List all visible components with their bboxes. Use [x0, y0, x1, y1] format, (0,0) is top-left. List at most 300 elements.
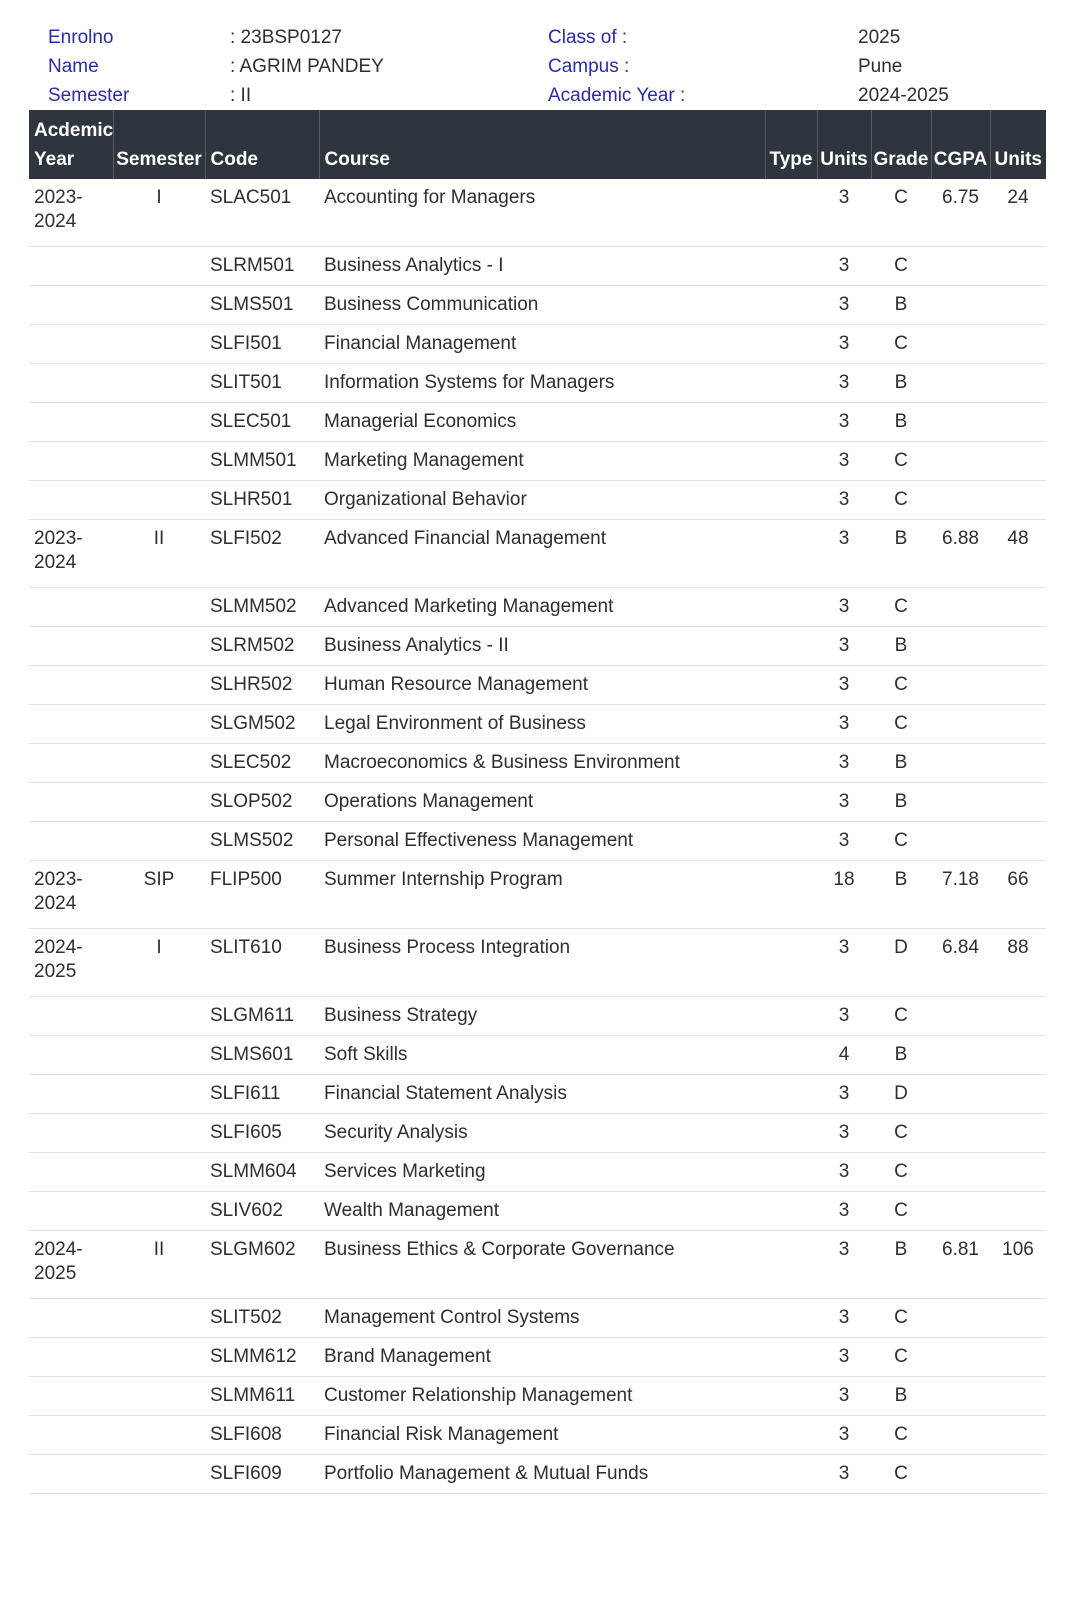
- cell-course: Advanced Marketing Management: [319, 588, 765, 627]
- class-of-value: 2025: [858, 27, 901, 48]
- header-units: Units: [817, 110, 871, 179]
- cell-units: 3: [817, 1455, 871, 1494]
- cell-academic-year: 2023-2024: [29, 861, 113, 929]
- cell-type: [765, 861, 817, 929]
- cell-semester: SIP: [113, 861, 205, 929]
- cell-type: [765, 1455, 817, 1494]
- cell-type: [765, 403, 817, 442]
- cell-type: [765, 1231, 817, 1299]
- cell-code: SLHR501: [205, 481, 319, 520]
- cell-units: 3: [817, 1231, 871, 1299]
- table-row: [29, 744, 1046, 783]
- cell-units: 3: [817, 627, 871, 666]
- table-row: [29, 929, 1046, 997]
- cell-code: SLFI605: [205, 1114, 319, 1153]
- cell-code: SLGM602: [205, 1231, 319, 1299]
- cell-type: [765, 666, 817, 705]
- cell-academic-year: [29, 442, 113, 481]
- cell-total-units: [990, 1455, 1046, 1494]
- cell-academic-year: [29, 997, 113, 1036]
- table-row: [29, 588, 1046, 627]
- cell-academic-year: [29, 1075, 113, 1114]
- cell-type: [765, 822, 817, 861]
- table-row: [29, 627, 1046, 666]
- cell-total-units: [990, 286, 1046, 325]
- table-row: [29, 1299, 1046, 1338]
- cell-semester: [113, 1377, 205, 1416]
- cell-course: Advanced Financial Management: [319, 520, 765, 588]
- cell-grade: B: [871, 520, 931, 588]
- cell-semester: [113, 627, 205, 666]
- enrolno-value: : 23BSP0127: [230, 27, 342, 48]
- cell-code: SLOP502: [205, 783, 319, 822]
- cell-semester: [113, 1192, 205, 1231]
- cell-type: [765, 783, 817, 822]
- grades-table: [29, 110, 1046, 1494]
- name-label: Name: [48, 56, 99, 77]
- cell-cgpa: 6.88: [931, 520, 990, 588]
- cell-grade: B: [871, 627, 931, 666]
- cell-course: Business Communication: [319, 286, 765, 325]
- cell-academic-year: [29, 783, 113, 822]
- cell-course: Operations Management: [319, 783, 765, 822]
- cell-academic-year: [29, 364, 113, 403]
- cell-total-units: [990, 1377, 1046, 1416]
- cell-semester: [113, 588, 205, 627]
- cell-grade: C: [871, 325, 931, 364]
- cell-code: SLIT501: [205, 364, 319, 403]
- cell-cgpa: [931, 666, 990, 705]
- cell-type: [765, 1338, 817, 1377]
- cell-total-units: [990, 1036, 1046, 1075]
- cell-semester: [113, 705, 205, 744]
- cell-cgpa: [931, 1114, 990, 1153]
- cell-academic-year: 2024-2025: [29, 1231, 113, 1299]
- cell-units: 3: [817, 247, 871, 286]
- cell-course: Brand Management: [319, 1338, 765, 1377]
- cell-code: SLMM612: [205, 1338, 319, 1377]
- cell-course: Macroeconomics & Business Environment: [319, 744, 765, 783]
- cell-cgpa: [931, 744, 990, 783]
- cell-academic-year: [29, 627, 113, 666]
- cell-code: SLHR502: [205, 666, 319, 705]
- cell-total-units: [990, 364, 1046, 403]
- cell-cgpa: [931, 1036, 990, 1075]
- table-row: [29, 179, 1046, 247]
- table-row: [29, 286, 1046, 325]
- table-row: [29, 1153, 1046, 1192]
- cell-grade: B: [871, 1377, 931, 1416]
- cell-cgpa: 7.18: [931, 861, 990, 929]
- cell-code: SLRM501: [205, 247, 319, 286]
- cell-total-units: [990, 744, 1046, 783]
- cell-type: [765, 588, 817, 627]
- table-row: [29, 1377, 1046, 1416]
- cell-grade: B: [871, 364, 931, 403]
- cell-type: [765, 744, 817, 783]
- cell-units: 3: [817, 179, 871, 247]
- cell-grade: B: [871, 403, 931, 442]
- cell-code: SLMM501: [205, 442, 319, 481]
- cell-total-units: [990, 1192, 1046, 1231]
- cell-units: 3: [817, 588, 871, 627]
- header-type: Type: [765, 110, 817, 179]
- cell-units: 3: [817, 325, 871, 364]
- cell-course: Financial Management: [319, 325, 765, 364]
- cell-total-units: 66: [990, 861, 1046, 929]
- cell-units: 3: [817, 1075, 871, 1114]
- cell-units: 3: [817, 997, 871, 1036]
- cell-course: Business Ethics & Corporate Governance: [319, 1231, 765, 1299]
- cell-cgpa: [931, 325, 990, 364]
- table-header-row: [29, 110, 1046, 179]
- cell-semester: [113, 1153, 205, 1192]
- cell-total-units: [990, 997, 1046, 1036]
- cell-code: SLRM502: [205, 627, 319, 666]
- cell-cgpa: [931, 1153, 990, 1192]
- student-info-header: [0, 0, 1088, 110]
- cell-grade: C: [871, 179, 931, 247]
- cell-semester: [113, 325, 205, 364]
- cell-academic-year: [29, 1416, 113, 1455]
- cell-type: [765, 705, 817, 744]
- cell-code: SLAC501: [205, 179, 319, 247]
- table-row: [29, 1231, 1046, 1299]
- cell-academic-year: [29, 1153, 113, 1192]
- cell-grade: B: [871, 286, 931, 325]
- cell-course: Accounting for Managers: [319, 179, 765, 247]
- cell-course: Services Marketing: [319, 1153, 765, 1192]
- cell-units: 3: [817, 705, 871, 744]
- cell-course: Business Analytics - II: [319, 627, 765, 666]
- cell-cgpa: [931, 481, 990, 520]
- cell-grade: C: [871, 588, 931, 627]
- campus-label: Campus :: [548, 56, 630, 77]
- cell-grade: C: [871, 1338, 931, 1377]
- cell-grade: C: [871, 1114, 931, 1153]
- cell-semester: [113, 364, 205, 403]
- table-row: [29, 1338, 1046, 1377]
- cell-type: [765, 247, 817, 286]
- cell-total-units: 106: [990, 1231, 1046, 1299]
- cell-type: [765, 520, 817, 588]
- cell-academic-year: [29, 1299, 113, 1338]
- cell-units: 3: [817, 481, 871, 520]
- cell-course: Human Resource Management: [319, 666, 765, 705]
- cell-type: [765, 1153, 817, 1192]
- cell-code: SLIT610: [205, 929, 319, 997]
- cell-units: 3: [817, 929, 871, 997]
- cell-units: 3: [817, 1338, 871, 1377]
- cell-academic-year: [29, 1455, 113, 1494]
- header-grade: Grade: [871, 110, 931, 179]
- table-row: [29, 364, 1046, 403]
- cell-cgpa: [931, 997, 990, 1036]
- enrolno-label: Enrolno: [48, 27, 114, 48]
- cell-units: 3: [817, 364, 871, 403]
- cell-semester: [113, 1338, 205, 1377]
- cell-units: 3: [817, 822, 871, 861]
- cell-grade: C: [871, 442, 931, 481]
- cell-type: [765, 364, 817, 403]
- cell-code: SLFI608: [205, 1416, 319, 1455]
- cell-semester: [113, 1455, 205, 1494]
- cell-cgpa: [931, 822, 990, 861]
- cell-cgpa: [931, 1455, 990, 1494]
- cell-grade: D: [871, 929, 931, 997]
- cell-type: [765, 1416, 817, 1455]
- cell-grade: C: [871, 1455, 931, 1494]
- semester-label: Semester: [48, 85, 130, 106]
- cell-grade: C: [871, 1416, 931, 1455]
- cell-grade: B: [871, 1036, 931, 1075]
- table-row: [29, 247, 1046, 286]
- table-row: [29, 783, 1046, 822]
- academic-year-value: 2024-2025: [858, 85, 949, 106]
- cell-academic-year: [29, 1114, 113, 1153]
- cell-academic-year: [29, 247, 113, 286]
- table-row: [29, 481, 1046, 520]
- cell-code: SLEC501: [205, 403, 319, 442]
- cell-course: Business Process Integration: [319, 929, 765, 997]
- cell-academic-year: [29, 325, 113, 364]
- cell-units: 3: [817, 1299, 871, 1338]
- cell-academic-year: [29, 1338, 113, 1377]
- cell-type: [765, 1114, 817, 1153]
- cell-grade: C: [871, 822, 931, 861]
- academic-year-label: Academic Year :: [548, 85, 686, 106]
- cell-total-units: [990, 627, 1046, 666]
- table-row: [29, 997, 1046, 1036]
- cell-cgpa: 6.75: [931, 179, 990, 247]
- cell-total-units: [990, 705, 1046, 744]
- header-code: Code: [205, 110, 319, 179]
- cell-course: Soft Skills: [319, 1036, 765, 1075]
- cell-code: SLMS501: [205, 286, 319, 325]
- cell-semester: II: [113, 520, 205, 588]
- cell-course: Organizational Behavior: [319, 481, 765, 520]
- cell-course: Portfolio Management & Mutual Funds: [319, 1455, 765, 1494]
- cell-academic-year: [29, 822, 113, 861]
- cell-academic-year: 2023-2024: [29, 179, 113, 247]
- cell-course: Information Systems for Managers: [319, 364, 765, 403]
- cell-grade: C: [871, 705, 931, 744]
- cell-type: [765, 179, 817, 247]
- cell-academic-year: [29, 588, 113, 627]
- cell-course: Financial Statement Analysis: [319, 1075, 765, 1114]
- cell-type: [765, 1075, 817, 1114]
- cell-grade: C: [871, 247, 931, 286]
- cell-semester: [113, 783, 205, 822]
- cell-semester: [113, 1416, 205, 1455]
- cell-units: 3: [817, 442, 871, 481]
- cell-units: 4: [817, 1036, 871, 1075]
- cell-total-units: [990, 1114, 1046, 1153]
- cell-semester: [113, 1299, 205, 1338]
- cell-code: SLFI501: [205, 325, 319, 364]
- cell-cgpa: 6.84: [931, 929, 990, 997]
- grades-table-body: [29, 179, 1046, 1494]
- cell-semester: I: [113, 929, 205, 997]
- header-semester: Semester: [113, 110, 205, 179]
- cell-cgpa: [931, 247, 990, 286]
- table-row: [29, 520, 1046, 588]
- table-row: [29, 822, 1046, 861]
- class-of-label: Class of :: [548, 27, 628, 48]
- cell-course: Customer Relationship Management: [319, 1377, 765, 1416]
- cell-academic-year: [29, 744, 113, 783]
- cell-units: 3: [817, 783, 871, 822]
- semester-value: : II: [230, 85, 252, 106]
- cell-code: SLGM502: [205, 705, 319, 744]
- cell-semester: I: [113, 179, 205, 247]
- cell-academic-year: [29, 1192, 113, 1231]
- cell-semester: [113, 997, 205, 1036]
- cell-total-units: [990, 247, 1046, 286]
- cell-semester: [113, 286, 205, 325]
- cell-type: [765, 325, 817, 364]
- cell-cgpa: [931, 783, 990, 822]
- cell-academic-year: [29, 403, 113, 442]
- cell-course: Managerial Economics: [319, 403, 765, 442]
- cell-cgpa: [931, 1299, 990, 1338]
- cell-semester: [113, 1075, 205, 1114]
- cell-cgpa: [931, 627, 990, 666]
- cell-course: Personal Effectiveness Management: [319, 822, 765, 861]
- header-academic-year: Acdemic Year: [29, 110, 113, 179]
- cell-cgpa: 6.81: [931, 1231, 990, 1299]
- cell-type: [765, 1192, 817, 1231]
- cell-cgpa: [931, 1338, 990, 1377]
- cell-total-units: [990, 442, 1046, 481]
- cell-grade: C: [871, 481, 931, 520]
- cell-type: [765, 997, 817, 1036]
- cell-units: 3: [817, 1377, 871, 1416]
- cell-semester: [113, 666, 205, 705]
- cell-total-units: [990, 783, 1046, 822]
- cell-cgpa: [931, 1416, 990, 1455]
- cell-total-units: [990, 666, 1046, 705]
- cell-academic-year: [29, 481, 113, 520]
- cell-total-units: [990, 325, 1046, 364]
- cell-cgpa: [931, 705, 990, 744]
- cell-total-units: 88: [990, 929, 1046, 997]
- cell-total-units: [990, 1075, 1046, 1114]
- table-row: [29, 1192, 1046, 1231]
- cell-academic-year: [29, 666, 113, 705]
- cell-cgpa: [931, 364, 990, 403]
- cell-code: SLEC502: [205, 744, 319, 783]
- cell-academic-year: [29, 705, 113, 744]
- cell-total-units: 48: [990, 520, 1046, 588]
- cell-code: SLMM604: [205, 1153, 319, 1192]
- cell-grade: C: [871, 1299, 931, 1338]
- cell-academic-year: [29, 1036, 113, 1075]
- cell-grade: B: [871, 861, 931, 929]
- cell-semester: [113, 1036, 205, 1075]
- table-row: [29, 861, 1046, 929]
- cell-grade: C: [871, 1192, 931, 1231]
- cell-total-units: [990, 403, 1046, 442]
- cell-cgpa: [931, 588, 990, 627]
- cell-type: [765, 1036, 817, 1075]
- header-total-units: Units: [990, 110, 1046, 179]
- table-row: [29, 1036, 1046, 1075]
- table-row: [29, 1114, 1046, 1153]
- cell-type: [765, 286, 817, 325]
- name-value: : AGRIM PANDEY: [230, 56, 384, 77]
- cell-course: Management Control Systems: [319, 1299, 765, 1338]
- cell-units: 3: [817, 520, 871, 588]
- cell-code: SLMS502: [205, 822, 319, 861]
- cell-total-units: [990, 822, 1046, 861]
- cell-units: 3: [817, 1114, 871, 1153]
- cell-grade: B: [871, 1231, 931, 1299]
- cell-units: 3: [817, 286, 871, 325]
- table-row: [29, 1455, 1046, 1494]
- table-row: [29, 705, 1046, 744]
- cell-semester: [113, 822, 205, 861]
- table-row: [29, 325, 1046, 364]
- cell-total-units: [990, 1299, 1046, 1338]
- cell-semester: II: [113, 1231, 205, 1299]
- cell-code: FLIP500: [205, 861, 319, 929]
- header-course: Course: [319, 110, 765, 179]
- cell-grade: B: [871, 744, 931, 783]
- cell-academic-year: [29, 1377, 113, 1416]
- table-row: [29, 666, 1046, 705]
- cell-course: Wealth Management: [319, 1192, 765, 1231]
- cell-academic-year: 2023-2024: [29, 520, 113, 588]
- cell-cgpa: [931, 442, 990, 481]
- cell-code: SLFI609: [205, 1455, 319, 1494]
- table-row: [29, 1075, 1046, 1114]
- cell-course: Financial Risk Management: [319, 1416, 765, 1455]
- cell-total-units: 24: [990, 179, 1046, 247]
- cell-course: Legal Environment of Business: [319, 705, 765, 744]
- cell-course: Security Analysis: [319, 1114, 765, 1153]
- cell-units: 3: [817, 1153, 871, 1192]
- cell-semester: [113, 442, 205, 481]
- cell-type: [765, 442, 817, 481]
- cell-code: SLIT502: [205, 1299, 319, 1338]
- cell-course: Marketing Management: [319, 442, 765, 481]
- cell-total-units: [990, 481, 1046, 520]
- campus-value: Pune: [858, 56, 903, 77]
- cell-code: SLMM502: [205, 588, 319, 627]
- table-row: [29, 403, 1046, 442]
- header-cgpa: CGPA: [931, 110, 990, 179]
- cell-course: Business Strategy: [319, 997, 765, 1036]
- cell-grade: C: [871, 997, 931, 1036]
- cell-total-units: [990, 588, 1046, 627]
- cell-type: [765, 627, 817, 666]
- cell-units: 18: [817, 861, 871, 929]
- cell-units: 3: [817, 403, 871, 442]
- cell-academic-year: 2024-2025: [29, 929, 113, 997]
- cell-cgpa: [931, 1075, 990, 1114]
- cell-semester: [113, 403, 205, 442]
- cell-cgpa: [931, 1377, 990, 1416]
- cell-units: 3: [817, 666, 871, 705]
- cell-code: SLMS601: [205, 1036, 319, 1075]
- cell-academic-year: [29, 286, 113, 325]
- cell-semester: [113, 247, 205, 286]
- cell-semester: [113, 1114, 205, 1153]
- cell-cgpa: [931, 286, 990, 325]
- cell-code: SLFI611: [205, 1075, 319, 1114]
- cell-semester: [113, 481, 205, 520]
